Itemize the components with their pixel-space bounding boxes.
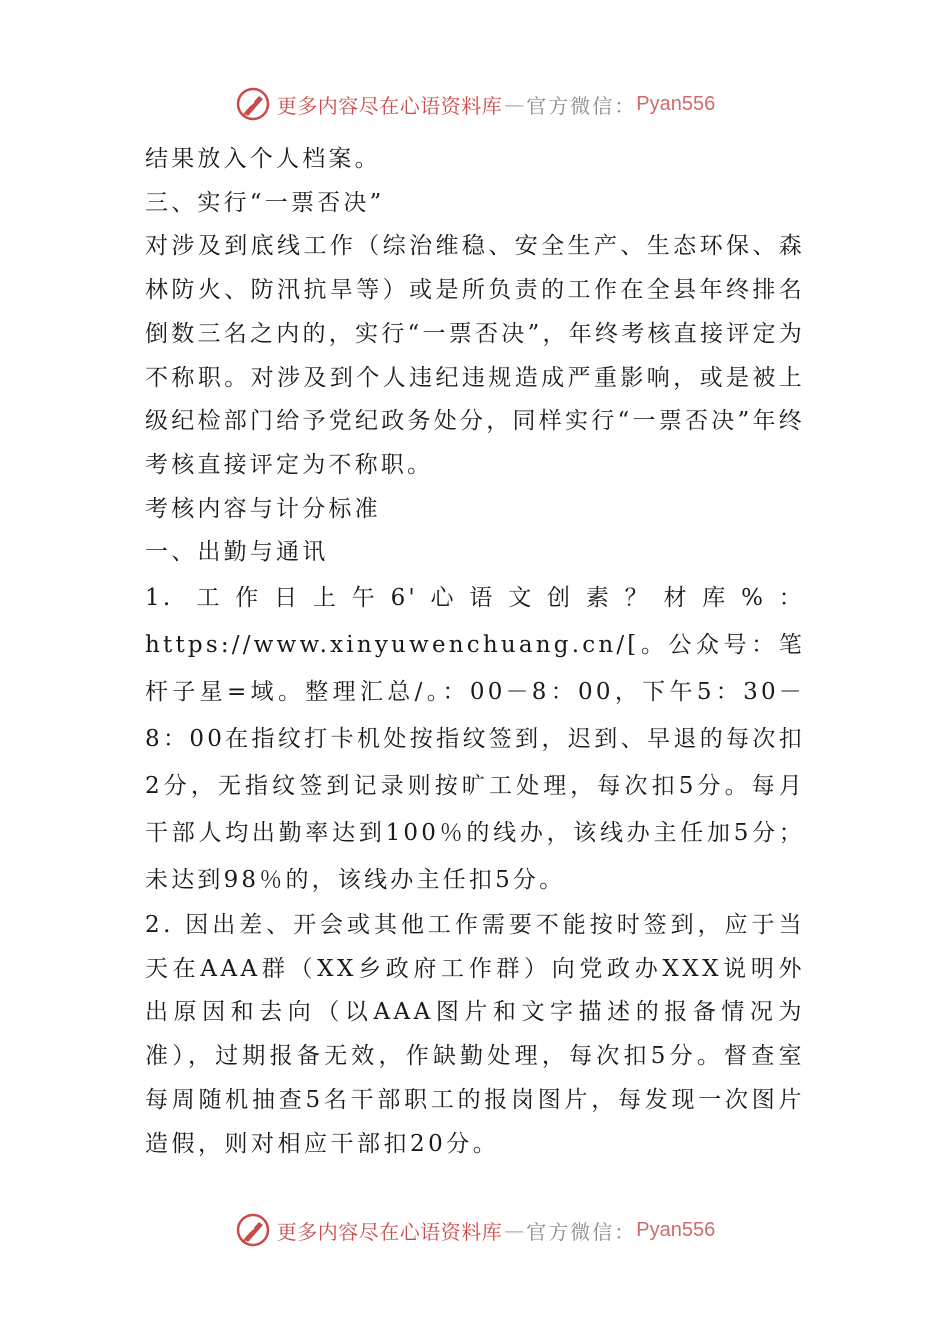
banner-title: 更多内容尽在心语资料库 <box>276 93 503 118</box>
banner-wechat-id: Pyan556 <box>636 1218 716 1241</box>
paragraph: 1. 工作日上午6'心语文创素？材库%：https://www.xinyuwenchuang.cn/[。公众号：笔杆子星=域。整理汇总/。：00－8：00，下午5：30－8：00在指纹打卡机处按指纹签到，迟到、早退的每次扣2分，无指纹签到记录则按旷工处理，每次扣5分。每月干部人均出勤率达到100％的线办，该线办主任加5分；未达到98％的，该线办主任扣5分。 <box>145 585 805 894</box>
pen-logo-icon <box>235 1212 271 1248</box>
paragraph: 对涉及到底线工作（综治维稳、安全生产、生态环保、森林防火、防汛抗旱等）或是所负责的工作在全县年终排名倒数三名之内的，实行“一票否决”，年终考核直接评定为不称职。对涉及到个人违纪违规造成严重影响，或是被上级纪检部门给予党纪政务处分，同样实行“一票否决”年终考核直接评定为不称职。 <box>145 233 805 478</box>
section-heading: 考核内容与计分标准 <box>145 495 381 522</box>
section-heading: 一、出勤与通讯 <box>145 539 329 566</box>
footer-banner <box>0 1208 950 1252</box>
banner-wechat-label: 官方微信： <box>526 93 637 118</box>
banner-title: 更多内容尽在心语资料库 <box>276 1219 503 1244</box>
pen-logo-icon <box>235 86 271 122</box>
paragraph: 结果放入个人档案。 <box>145 146 381 172</box>
section-heading: 三、实行“一票否决” <box>145 189 385 216</box>
banner-wechat-label: 官方微信： <box>526 1219 637 1244</box>
paragraph: 2. 因出差、开会或其他工作需要不能按时签到，应于当天在AAA群（XX乡政府工作群）向党政办XXX说明外出原因和去向（以AAA图片和文字描述的报备情况为准），过期报备无效，作缺勤处理，每次扣5分。督查室每周随机抽查5名干部职工的报岗图片，每发现一次图片造假，则对相应干部扣20分。 <box>145 912 805 1157</box>
header-banner <box>0 82 950 126</box>
banner-dash: — <box>504 92 525 116</box>
banner-dash: — <box>504 1218 525 1242</box>
banner-wechat-id: Pyan556 <box>636 92 716 115</box>
document-body <box>145 138 805 1166</box>
